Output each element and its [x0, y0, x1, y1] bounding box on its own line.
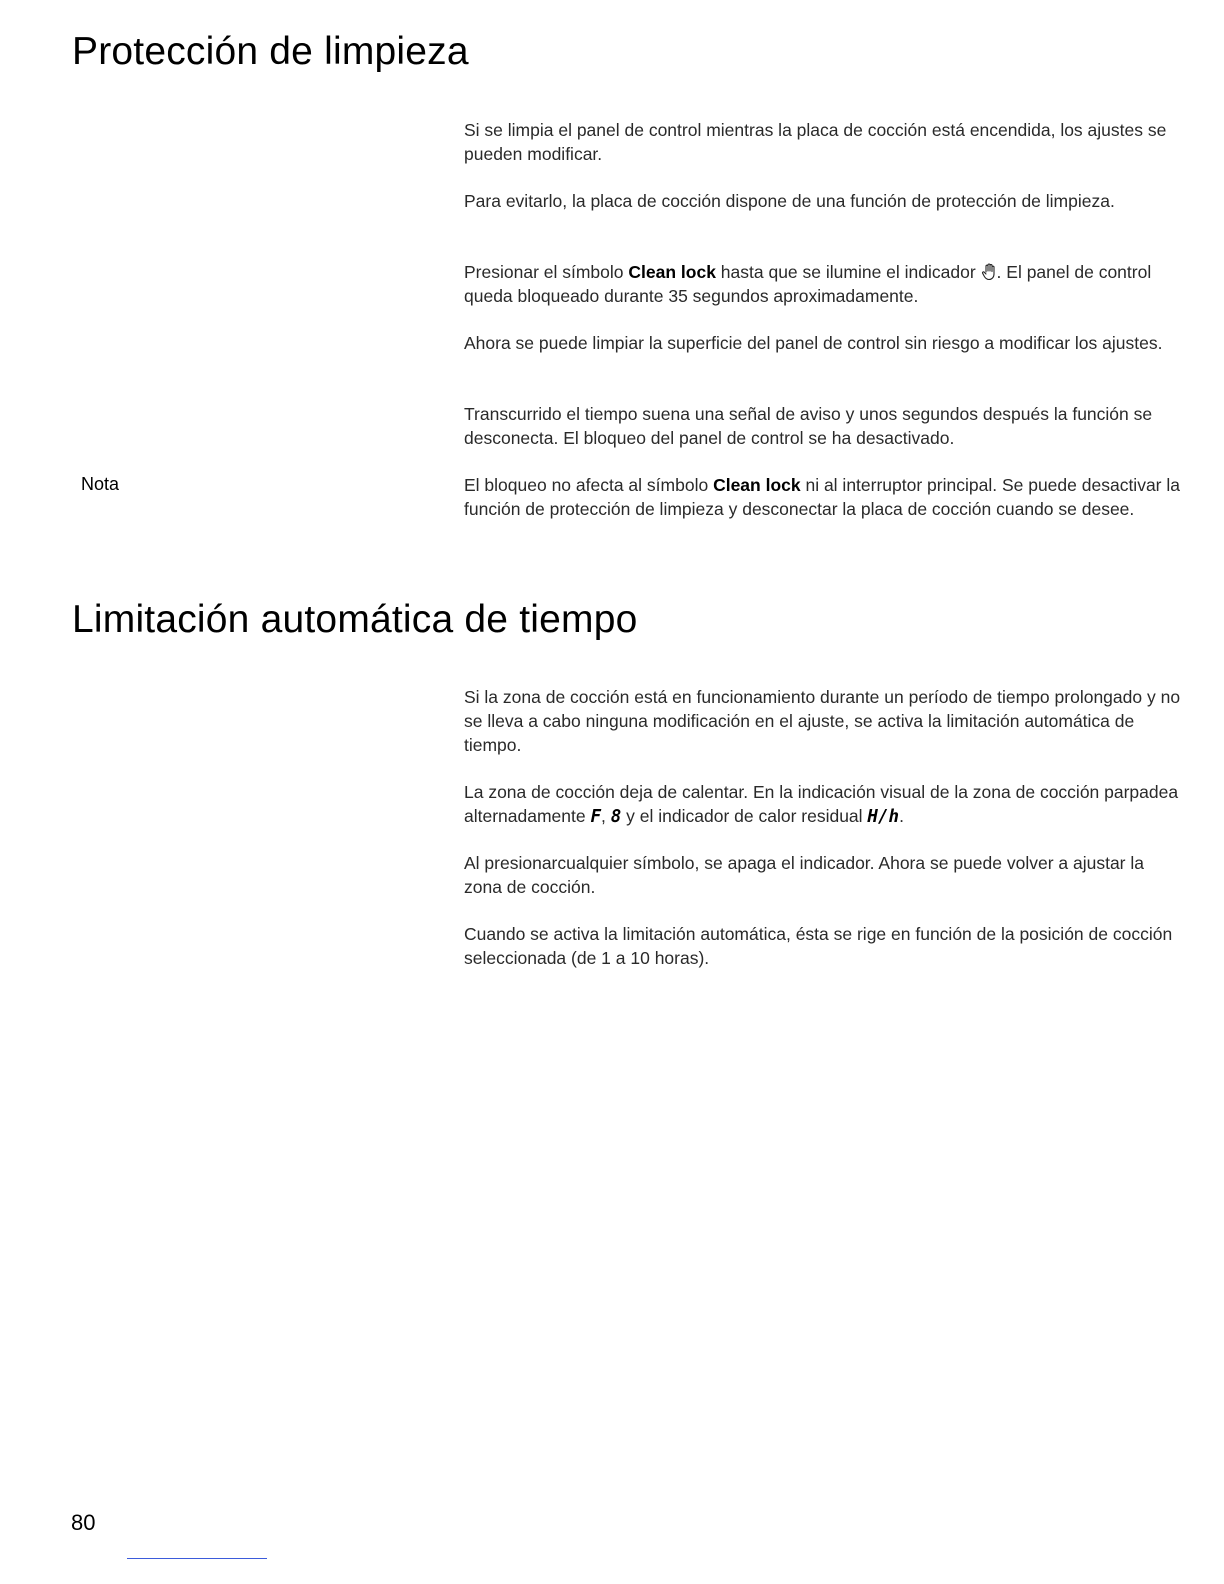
hand-icon — [981, 263, 997, 281]
display-symbol-8: 8 — [610, 807, 622, 827]
display-symbol-h-upper: H — [867, 807, 878, 827]
text-run: y el indicador de calor residual — [621, 806, 868, 826]
paragraph: Transcurrido el tiempo suena una señal de aviso y unos segundos después la función se desconecta. El bloqueo del panel de control se ha desactivado. — [464, 404, 1153, 448]
display-symbol-h-lower: h — [888, 807, 900, 827]
paragraph: Ahora se puede limpiar la superficie del panel de control sin riesgo a modificar los ajustes. — [464, 333, 1163, 353]
text-run: . El panel de control queda bloqueado durante 35 segundos aproximadamente. — [464, 262, 1152, 306]
section-title-auto-time-limit: Limitación automática de tiempo — [72, 598, 638, 641]
paragraph: Cuando se activa la limitación automática, ésta se rige en función de la posición de cocción seleccionada (de 1 a 10 horas). — [464, 924, 1173, 968]
note-paragraph — [464, 473, 1184, 521]
paragraph: Al presionarcualquier símbolo, se apaga el indicador. Ahora se puede volver a ajustar la zona de cocción. — [464, 853, 1144, 897]
footer-divider — [127, 1558, 267, 1559]
paragraph: Para evitarlo, la placa de cocción dispone de una función de protección de limpieza. — [464, 191, 1115, 211]
text-run: Presionar el símbolo — [464, 262, 629, 282]
page-number: 80 — [71, 1510, 96, 1535]
display-symbol-separator: / — [877, 807, 889, 827]
display-symbol-f: F — [590, 807, 602, 827]
text-run: hasta que se ilumine el indicador — [715, 262, 981, 282]
paragraph: Si se limpia el panel de control mientras la placa de cocción está encendida, los ajustes se pueden modificar. — [464, 120, 1167, 164]
paragraph — [464, 780, 1184, 829]
note-label: Nota — [81, 474, 120, 494]
text-run: El bloqueo no afecta al símbolo — [464, 475, 714, 495]
text-run: , — [601, 806, 611, 826]
text-run: ni al interruptor principal. Se puede desactivar la función de protección de limpieza y desconectar la placa de cocción cuando se desee. — [464, 475, 1180, 519]
clean-lock-label: Clean lock — [713, 475, 801, 495]
text-run: La zona de cocción deja de calentar. En la indicación visual de la zona de cocción parpadea alternadamente — [464, 782, 1179, 826]
section-title-cleaning-protection: Protección de limpieza — [72, 30, 469, 73]
text-run: . — [899, 806, 904, 826]
paragraph — [464, 260, 1184, 308]
paragraph: Si la zona de cocción está en funcionamiento durante un período de tiempo prolongado y no se lleva a cabo ninguna modificación en el ajuste, se activa la limitación automática de tiempo. — [464, 687, 1181, 755]
clean-lock-label: Clean lock — [628, 262, 716, 282]
